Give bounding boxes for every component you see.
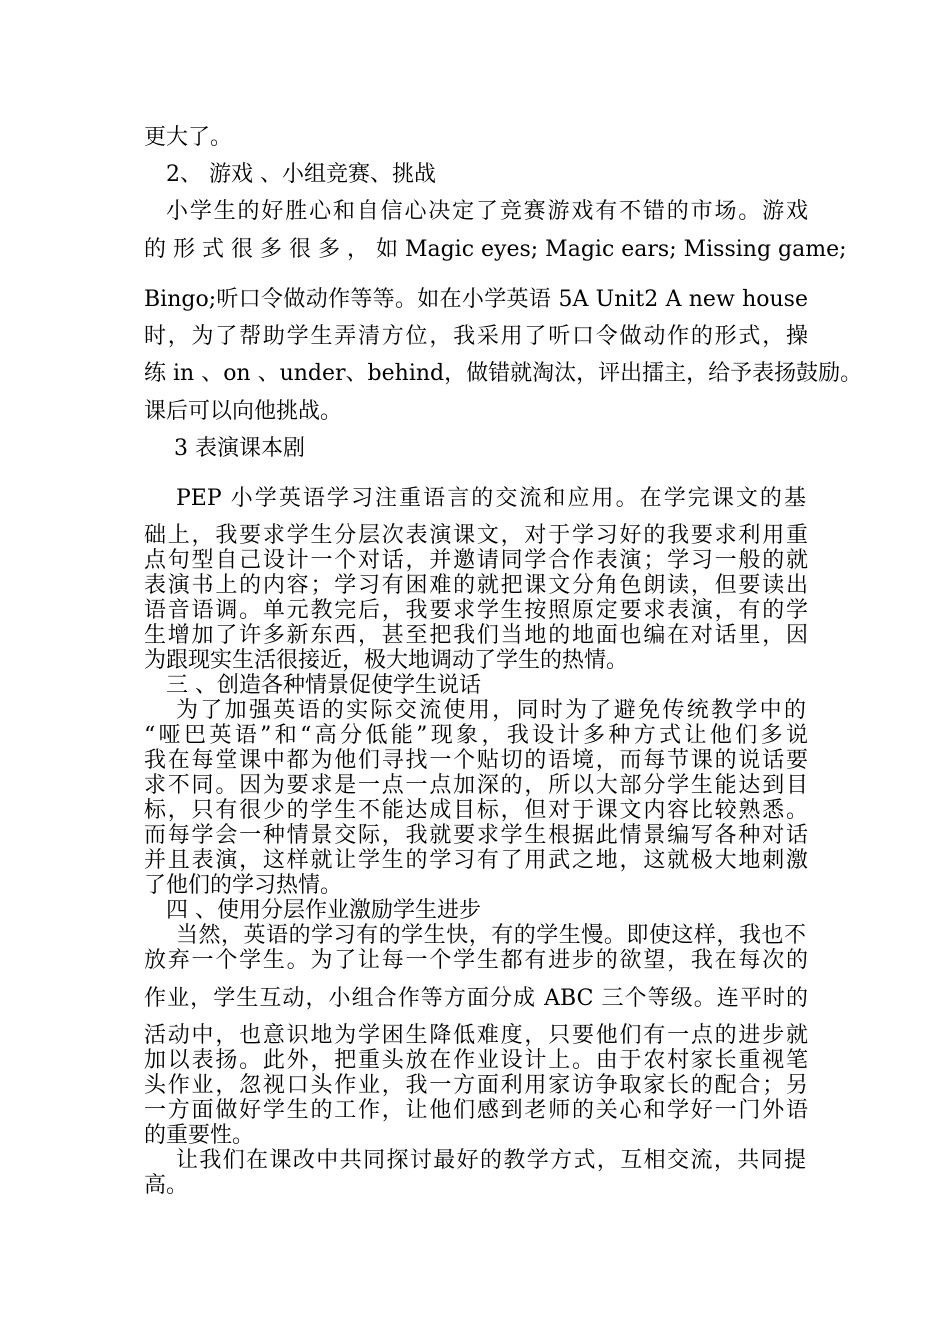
text-line: PEP 小学英语学习注重语言的交流和应用。在学完课文的基 <box>176 486 806 511</box>
text-line: 了他们的学习热情。 <box>144 873 343 898</box>
text-line: 活动中，也意识地为学困生降低难度，只要他们有一点的进步就 <box>144 1023 808 1048</box>
text-line: 生增加了许多新东西，甚至把我们当地的地面也编在对话里，因 <box>144 623 808 648</box>
text-line: 表演书上的内容；学习有困难的就把课文分角色朗读，但要读出 <box>144 573 808 598</box>
text-line: 加以表扬。此外，把重头放在作业设计上。由于农村家长重视笔 <box>144 1048 808 1073</box>
text-line: 点句型自己设计一个对话，并邀请同学合作表演；学习一般的就 <box>144 548 808 573</box>
section-heading: 三 、创造各种情景促使学生说话 <box>166 673 481 698</box>
text-line: 标，只有很少的学生不能达成目标，但对于课文内容比较熟悉。 <box>144 798 808 823</box>
section-heading: 2、 游戏 、小组竞赛、挑战 <box>166 162 436 187</box>
text-line: 并且表演，这样就让学生的学习有了用武之地，这就极大地刺激 <box>144 848 808 873</box>
text-line: “哑巴英语”和“高分低能”现象，我设计多种方式让他们多说 <box>144 723 808 748</box>
text-line: 我在每堂课中都为他们寻找一个贴切的语境，而每节课的说话要 <box>144 748 808 773</box>
text-line: 的 形 式 很 多 很 多 ， 如 Magic eyes; Magic ears; Missing game; <box>144 237 847 262</box>
text-line: 求不同。因为要求是一点一点加深的，所以大部分学生能达到目 <box>144 773 808 798</box>
text-line: 为了加强英语的实际交流使用，同时为了避免传统教学中的 <box>176 698 806 723</box>
text-line: 练 in 、on 、under、behind，做错就淘汰，评出擂主，给予表扬鼓励。 <box>144 361 863 386</box>
section-heading: 四 、使用分层作业激励学生进步 <box>166 898 481 923</box>
text-line: 小学生的好胜心和自信心决定了竞赛游戏有不错的市场。游戏 <box>166 199 808 224</box>
text-line: 让我们在课改中共同探讨最好的教学方式，互相交流，共同提 <box>176 1148 806 1173</box>
text-line: 头作业，忽视口头作业，我一方面利用家访争取家长的配合；另 <box>144 1073 808 1098</box>
text-line: 为跟现实生活很接近，极大地调动了学生的热情。 <box>144 648 629 673</box>
text-line: 高。 <box>144 1173 189 1198</box>
section-heading: 3 表演课本剧 <box>174 436 305 461</box>
text-line: 课后可以向他挑战。 <box>144 399 343 424</box>
text-line: 作业，学生互动，小组合作等方面分成 ABC 三个等级。连平时的 <box>144 986 808 1011</box>
text-line: 更大了。 <box>144 125 233 150</box>
text-line: 语音语调。单元教完后，我要求学生按照原定要求表演，有的学 <box>144 598 808 623</box>
text-line: Bingo;听口令做动作等等。如在小学英语 5A Unit2 A new house <box>144 287 808 312</box>
text-line: 当然，英语的学习有的学生快，有的学生慢。即使这样，我也不 <box>176 923 806 948</box>
text-line: 放弃一个学生。为了让每一个学生都有进步的欲望，我在每次的 <box>144 948 808 973</box>
text-line: 一方面做好学生的工作，让他们感到老师的关心和学好一门外语 <box>144 1098 808 1123</box>
text-line: 的重要性。 <box>144 1123 255 1148</box>
text-line: 而每学会一种情景交际，我就要求学生根据此情景编写各种对话 <box>144 823 808 848</box>
text-line: 础上，我要求学生分层次表演课文，对于学习好的我要求利用重 <box>144 523 808 548</box>
text-line: 时，为了帮助学生弄清方位，我采用了听口令做动作的形式，操 <box>144 324 808 349</box>
